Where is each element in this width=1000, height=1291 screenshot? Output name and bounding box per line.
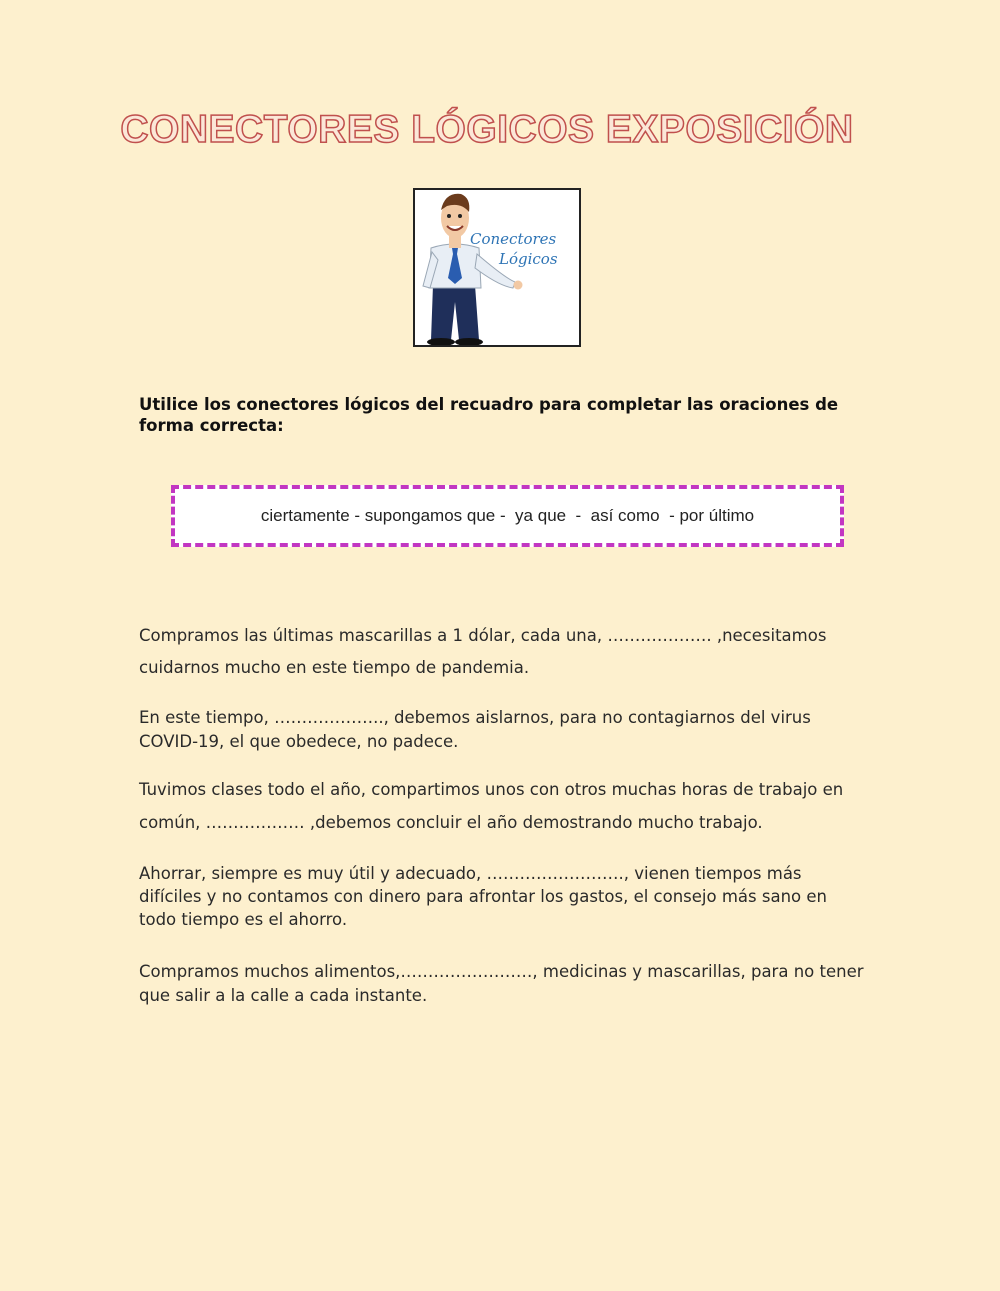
cartoon-man-presenting-icon [415, 190, 579, 345]
conectores-logicos-image [413, 188, 581, 347]
connectors-word-bank: ciertamente - supongamos que - ya que - así como - por último [171, 485, 844, 547]
page-title: CONECTORES LÓGICOS EXPOSICIÓN [120, 108, 854, 151]
sentence-1: Compramos las últimas mascarillas a 1 dólar, cada una, ………………. ,necesitamos cuidarnos mucho en este tiempo de pandemia. [139, 626, 827, 677]
sentence-5: Compramos muchos alimentos,……………………, medicinas y mascarillas, para no tener que salir a la calle a cada instante. [139, 962, 864, 1005]
logo-text-line2: Lógicos [499, 250, 558, 268]
sentence-4: Ahorrar, siempre es muy útil y adecuado, ……………………., vienen tiempos más difíciles y no contamos con dinero para afrontar los gastos, el consejo más sano en todo tiempo es el ahorro. [139, 864, 827, 929]
instructions-text: Utilice los conectores lógicos del recuadro para completar las oraciones de forma correcta: [139, 395, 839, 435]
logo-text-line1: Conectores [470, 230, 557, 248]
sentence-2: En este tiempo, ……………….., debemos aislarnos, para no contagiarnos del virus COVID-19, el que obedece, no padece. [139, 708, 811, 751]
sentence-3: Tuvimos clases todo el año, compartimos unos con otros muchas horas de trabajo en común, ……………… ,debemos concluir el año demostrando mucho trabajo. [139, 780, 844, 832]
